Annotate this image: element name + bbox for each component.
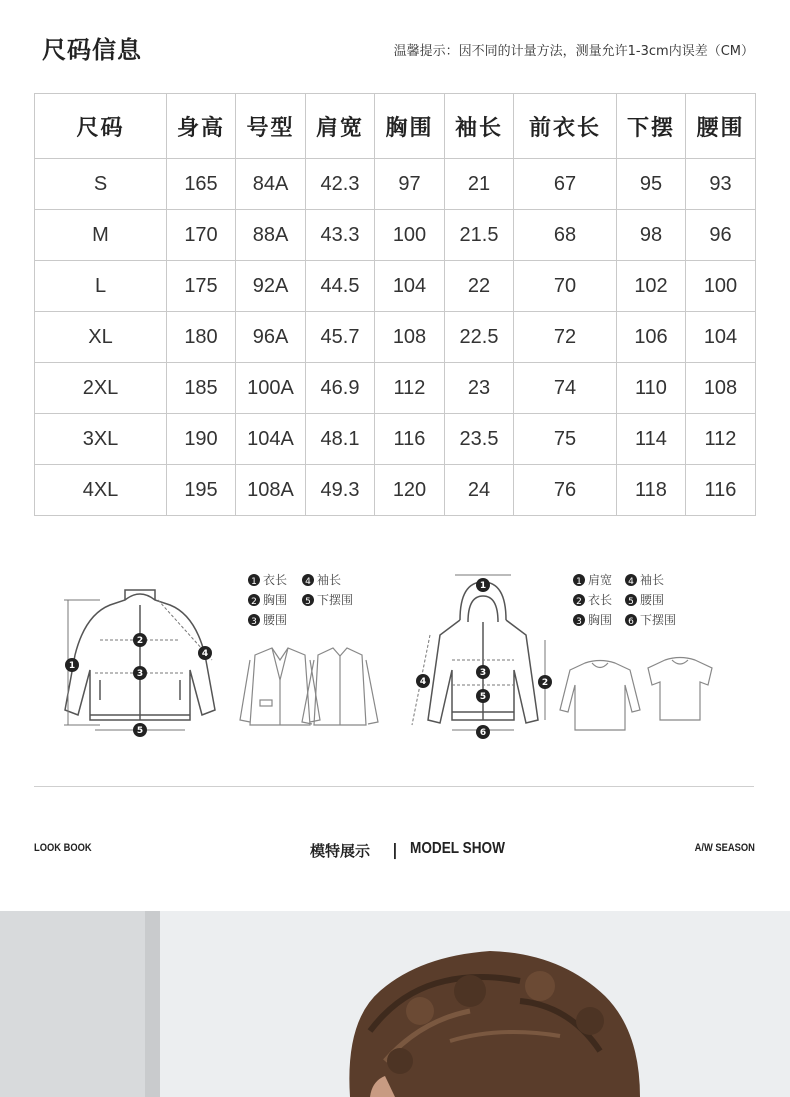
- shirt-illustration: [302, 648, 378, 725]
- table-cell: 100: [375, 210, 445, 261]
- table-cell: 108: [375, 312, 445, 363]
- table-cell: 49.3: [306, 465, 375, 516]
- table-cell: 110: [617, 363, 686, 414]
- legend-left-num-5: 3: [251, 617, 257, 627]
- hoodie-marker-1: 1: [479, 581, 487, 591]
- measurement-tip: 温馨提示：因不同的计量方法，测量允许1-3cm内误差（CM）: [393, 44, 754, 59]
- table-cell: 43.3: [306, 210, 375, 261]
- table-header-row: [35, 94, 756, 159]
- legend-right-label-4: 腰围: [640, 593, 665, 607]
- measurement-diagram: [40, 560, 740, 760]
- table-cell: XL: [35, 312, 167, 363]
- table-cell: 112: [686, 414, 756, 465]
- table-cell: 97: [375, 159, 445, 210]
- table-cell: 70: [514, 261, 617, 312]
- table-header-cell: 袖长: [445, 94, 514, 159]
- table-row: [35, 414, 756, 465]
- table-cell: 92A: [236, 261, 306, 312]
- table-row: [35, 363, 756, 414]
- table-cell: 165: [167, 159, 236, 210]
- blazer-illustration: [240, 648, 320, 725]
- table-cell: 21: [445, 159, 514, 210]
- table-cell: 96: [686, 210, 756, 261]
- look-book-label: LOOK BOOK: [34, 842, 92, 854]
- table-cell: 104: [686, 312, 756, 363]
- legend-left-label-2: 袖长: [317, 573, 342, 587]
- jacket-marker-5: 5: [136, 726, 144, 736]
- table-cell: L: [35, 261, 167, 312]
- table-row: [35, 465, 756, 516]
- legend-right-label-6: 下摆围: [640, 613, 677, 627]
- table-cell: 48.1: [306, 414, 375, 465]
- table-cell: 118: [617, 465, 686, 516]
- table-cell: 72: [514, 312, 617, 363]
- legend-right-label-2: 袖长: [640, 573, 665, 587]
- model-show-title-cn: 模特展示: [310, 842, 371, 860]
- table-cell: 95: [617, 159, 686, 210]
- table-cell: 44.5: [306, 261, 375, 312]
- hoodie-marker-4: 4: [419, 677, 427, 687]
- legend-left-num-3: 2: [251, 597, 257, 607]
- section-divider: [34, 786, 754, 787]
- legend-left: [248, 572, 353, 627]
- table-cell: 22: [445, 261, 514, 312]
- table-cell: 98: [617, 210, 686, 261]
- jacket-marker-4: 4: [201, 649, 209, 659]
- legend-right-num-6: 6: [628, 617, 634, 627]
- table-header-cell: 腰围: [686, 94, 756, 159]
- hoodie-marker-5: 5: [479, 692, 487, 702]
- legend-right-num-2: 4: [628, 577, 634, 587]
- table-cell: 104A: [236, 414, 306, 465]
- table-cell: S: [35, 159, 167, 210]
- table-header-cell: 身高: [167, 94, 236, 159]
- table-cell: 4XL: [35, 465, 167, 516]
- table-row: [35, 210, 756, 261]
- table-cell: 3XL: [35, 414, 167, 465]
- table-cell: 104: [375, 261, 445, 312]
- hoodie-dimension-lines: [412, 575, 545, 730]
- table-header-cell: 肩宽: [306, 94, 375, 159]
- table-cell: 23.5: [445, 414, 514, 465]
- legend-right-num-5: 3: [576, 617, 582, 627]
- table-row: [35, 312, 756, 363]
- legend-left-num-4: 5: [305, 597, 311, 607]
- table-header-cell: 下摆: [617, 94, 686, 159]
- table-cell: 114: [617, 414, 686, 465]
- table-cell: 84A: [236, 159, 306, 210]
- table-cell: 74: [514, 363, 617, 414]
- table-header-cell: 胸围: [375, 94, 445, 159]
- table-cell: 116: [686, 465, 756, 516]
- table-header-cell: 前衣长: [514, 94, 617, 159]
- table-cell: 190: [167, 414, 236, 465]
- table-cell: 180: [167, 312, 236, 363]
- table-cell: 100A: [236, 363, 306, 414]
- table-cell: 185: [167, 363, 236, 414]
- table-cell: 45.7: [306, 312, 375, 363]
- table-cell: 170: [167, 210, 236, 261]
- table-cell: 76: [514, 465, 617, 516]
- table-cell: 68: [514, 210, 617, 261]
- page-title: 尺码信息: [42, 36, 142, 64]
- table-cell: 195: [167, 465, 236, 516]
- table-header-cell: 号型: [236, 94, 306, 159]
- table-cell: 102: [617, 261, 686, 312]
- table-cell: 88A: [236, 210, 306, 261]
- tshirt-illustration: [648, 658, 712, 721]
- hoodie-marker-2: 2: [541, 678, 549, 688]
- hoodie-marker-3: 3: [479, 668, 487, 678]
- table-cell: 96A: [236, 312, 306, 363]
- legend-right-label-5: 胸围: [588, 613, 613, 627]
- table-cell: 93: [686, 159, 756, 210]
- table-cell: 175: [167, 261, 236, 312]
- table-cell: 100: [686, 261, 756, 312]
- table-cell: 21.5: [445, 210, 514, 261]
- model-photo: [0, 911, 790, 1097]
- table-cell: 42.3: [306, 159, 375, 210]
- legend-right-label-3: 衣长: [588, 593, 613, 607]
- table-header-cell: 尺码: [35, 94, 167, 159]
- table-row: [35, 261, 756, 312]
- hoodie-marker-6: 6: [479, 728, 487, 738]
- table-cell: 116: [375, 414, 445, 465]
- jacket-marker-1: 1: [68, 661, 76, 671]
- legend-left-label-1: 衣长: [263, 573, 288, 587]
- legend-right-num-4: 5: [628, 597, 634, 607]
- table-row: [35, 159, 756, 210]
- jacket-marker-2: 2: [136, 636, 144, 646]
- model-photo-art: [0, 911, 790, 1097]
- table-cell: 22.5: [445, 312, 514, 363]
- table-cell: 108: [686, 363, 756, 414]
- table-cell: 23: [445, 363, 514, 414]
- model-show-title-en: MODEL SHOW: [410, 840, 505, 857]
- jacket-illustration: [65, 590, 215, 720]
- table-cell: 24: [445, 465, 514, 516]
- longsleeve-illustration: [560, 661, 640, 731]
- table-cell: 112: [375, 363, 445, 414]
- legend-right: [573, 572, 676, 627]
- table-cell: 2XL: [35, 363, 167, 414]
- table-cell: 67: [514, 159, 617, 210]
- legend-left-num-2: 4: [305, 577, 311, 587]
- table-cell: 120: [375, 465, 445, 516]
- legend-right-label-1: 肩宽: [588, 573, 613, 587]
- table-cell: 46.9: [306, 363, 375, 414]
- legend-right-num-3: 2: [576, 597, 582, 607]
- size-table: [34, 93, 756, 516]
- season-label: A/W SEASON: [694, 842, 755, 854]
- table-cell: M: [35, 210, 167, 261]
- legend-left-label-5: 腰围: [263, 613, 288, 627]
- table-cell: 108A: [236, 465, 306, 516]
- legend-left-num-1: 1: [251, 577, 257, 587]
- table-cell: 106: [617, 312, 686, 363]
- title-separator: |: [392, 840, 398, 859]
- legend-left-label-4: 下摆围: [317, 593, 354, 607]
- jacket-marker-3: 3: [136, 669, 144, 679]
- legend-left-label-3: 胸围: [263, 593, 288, 607]
- legend-right-num-1: 1: [576, 577, 582, 587]
- table-cell: 75: [514, 414, 617, 465]
